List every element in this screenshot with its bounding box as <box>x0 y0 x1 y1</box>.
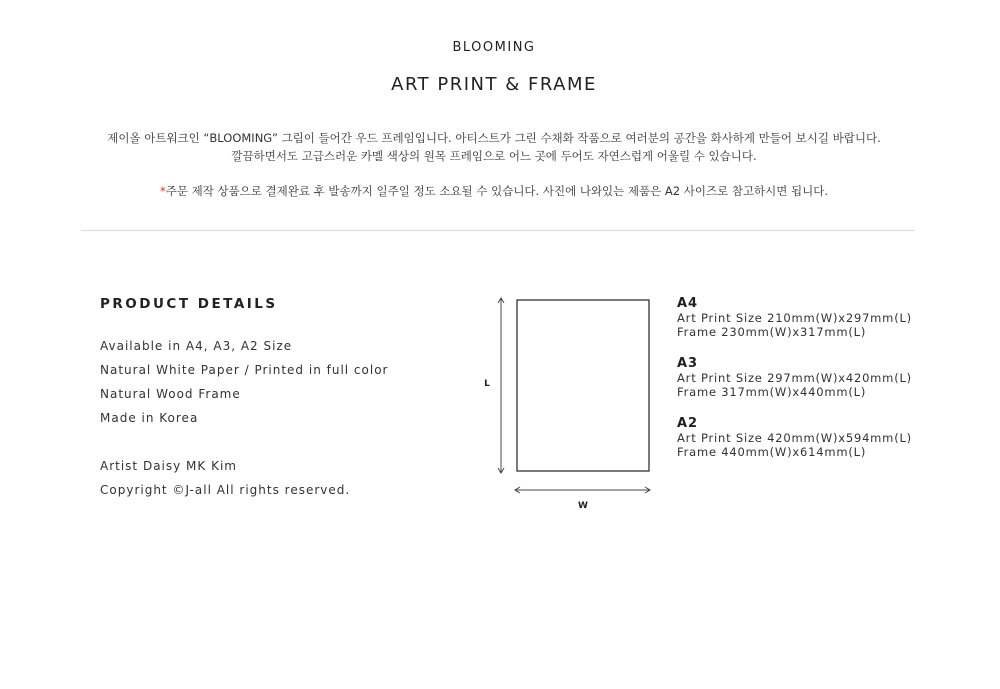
credits <box>100 454 350 502</box>
frame-outline <box>517 300 649 471</box>
height-label: L <box>484 379 490 389</box>
intro-line-2: 깔끔하면서도 고급스러운 카멜 색상의 원목 프레임으로 어느 곳에 두어도 자연스럽게 어울릴 수 있습니다. <box>231 149 757 163</box>
product-details-heading: PRODUCT DETAILS <box>100 296 278 312</box>
artist-credit: Artist Daisy MK Kim <box>100 459 237 473</box>
product-details-list <box>100 334 388 430</box>
intro-line-1: 제이올 아트워크인 “BLOOMING” 그림이 들어간 우드 프레임입니다. 아티스트가 그린 수채화 작품으로 여러분의 공간을 화사하게 만들어 보시길 바랍니다. <box>107 131 881 145</box>
frame-size: Frame 317mm(W)x440mm(L) <box>677 385 867 399</box>
detail-item-sizes: Available in A4, A3, A2 Size <box>100 339 293 353</box>
notice-asterisk: * <box>159 184 166 198</box>
frame-dimension-diagram <box>480 290 660 515</box>
notice-text: 주문 제작 상품으로 결제완료 후 발송까지 일주일 정도 소요될 수 있습니다. 사진에 나와있는 제품은 A2 사이즈로 참고하시면 됩니다. <box>165 184 829 198</box>
size-spec-a3 <box>677 357 912 399</box>
height-arrow <box>498 298 504 473</box>
section-divider <box>81 230 915 231</box>
frame-size: Frame 440mm(W)x614mm(L) <box>677 445 867 459</box>
size-name: A4 <box>677 296 699 311</box>
size-name: A2 <box>677 416 699 431</box>
width-arrow <box>515 487 650 493</box>
detail-item-frame: Natural Wood Frame <box>100 387 241 401</box>
order-notice <box>0 183 988 199</box>
copyright-notice: Copyright ©J-all All rights reserved. <box>100 483 351 497</box>
size-spec-a2 <box>677 417 912 459</box>
print-size: Art Print Size 297mm(W)x420mm(L) <box>677 371 912 385</box>
print-size: Art Print Size 420mm(W)x594mm(L) <box>677 431 912 445</box>
print-size: Art Print Size 210mm(W)x297mm(L) <box>677 311 912 325</box>
size-specs <box>677 297 912 477</box>
width-label: W <box>578 501 588 511</box>
intro-text <box>0 129 988 165</box>
size-spec-a4 <box>677 297 912 339</box>
detail-item-origin: Made in Korea <box>100 411 199 425</box>
frame-size: Frame 230mm(W)x317mm(L) <box>677 325 867 339</box>
size-name: A3 <box>677 356 699 371</box>
brand-name: BLOOMING <box>452 40 536 55</box>
detail-item-paper: Natural White Paper / Printed in full color <box>100 363 389 377</box>
page-title: ART PRINT & FRAME <box>391 74 597 95</box>
